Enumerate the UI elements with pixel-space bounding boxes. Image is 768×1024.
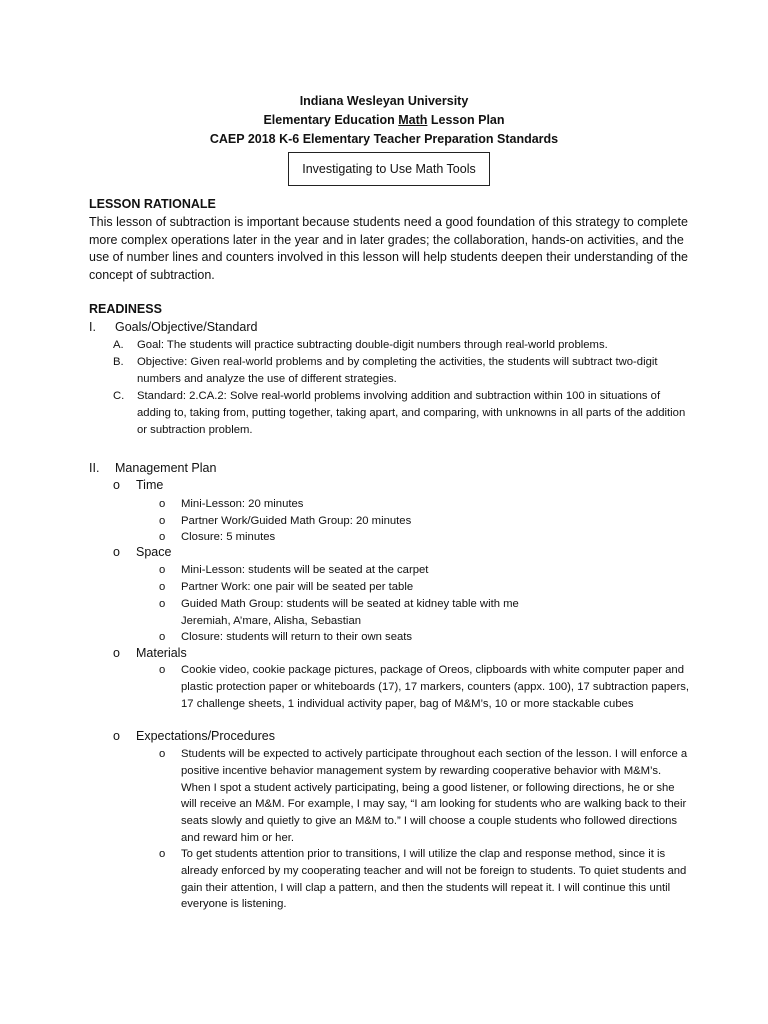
list-item: [159, 529, 689, 546]
bullet-marker: o: [159, 498, 166, 510]
readiness-heading: READINESS: [89, 302, 162, 316]
bullet-marker: o: [159, 631, 166, 643]
list-item-text: Partner Work/Guided Math Group: 20 minutes: [181, 515, 412, 527]
bullet-marker: o: [159, 848, 166, 860]
bullet-marker: o: [159, 515, 166, 527]
list-item: [159, 579, 689, 596]
objective-text: Objective: Given real-world problems and by completing the activities, the students will subtract two-digit numbers and analyze the use of different strategies.: [137, 356, 658, 385]
bullet-marker: o: [159, 581, 166, 593]
list-item: [159, 846, 689, 913]
rationale-heading: LESSON RATIONALE: [89, 197, 216, 211]
standards-title: CAEP 2018 K-6 Elementary Teacher Preparation Standards: [209, 132, 559, 146]
guided-group-names: Jeremiah, A’mare, Alisha, Sebastian: [181, 614, 362, 627]
list-item: [159, 562, 689, 579]
list-item-text: Mini-Lesson: 20 minutes: [181, 498, 304, 510]
list-item: [159, 596, 689, 630]
section-management-title: Management Plan: [115, 461, 217, 475]
bullet-marker: o: [159, 748, 166, 760]
bullet-marker: o: [113, 545, 120, 559]
lesson-title-box: [288, 152, 490, 186]
expectations-label: Expectations/Procedures: [136, 729, 275, 743]
standard-item: [113, 388, 693, 439]
list-item: [159, 513, 689, 530]
objective-item: [113, 354, 693, 388]
list-item-text: Students will be expected to actively participate throughout each section of the lesson. I will enforce a positive incentive behavior management system by rewarding cooperative behavior with M&M’s. When I spot a student actively participating, being a good listener, or following directions, he or she will receive an M&M. For example, I may say, “I am looking for students who are walking back to their seats slowly and quietly to give an M&M to.” I will choose a couple students who followed directions and reward him or her.: [181, 748, 688, 844]
list-item: [159, 746, 689, 847]
bullet-marker: o: [159, 598, 166, 610]
goal-label: A.: [113, 339, 124, 351]
standard-label: C.: [113, 390, 125, 402]
section-goals-number: I.: [89, 320, 96, 334]
time-label: Time: [136, 478, 164, 492]
section-management-number: II.: [89, 461, 100, 475]
materials-label: Materials: [136, 646, 187, 660]
standard-text: Standard: 2.CA.2: Solve real-world problems involving addition and subtraction within 100 in situations of adding to, taking from, putting together, taking apart, and comparing, with unknowns in all parts of the addition or subtraction problem.: [137, 390, 686, 436]
space-label: Space: [136, 545, 172, 559]
section-management-heading: [89, 461, 216, 475]
bullet-marker: o: [113, 478, 120, 492]
bullet-marker: o: [113, 729, 120, 743]
section-goals-title: Goals/Objective/Standard: [115, 320, 258, 334]
lesson-title: Investigating to Use Math Tools: [302, 162, 476, 176]
bullet-marker: o: [113, 646, 120, 660]
university-name: Indiana Wesleyan University: [299, 94, 469, 108]
expectations-heading: [113, 729, 275, 743]
list-item-text: Cookie video, cookie package pictures, package of Oreos, clipboards with white computer paper and plastic protection paper or whiteboards (17), 17 markers, counters (appx. 100), 17 subtraction papers, 17 challenge sheets, 1 individual activity paper, bag of M&M’s, 10 or more stackable cubes: [181, 664, 689, 710]
goal-item: [113, 337, 693, 354]
document-header: [0, 92, 768, 149]
list-item-text: Partner Work: one pair will be seated per table: [181, 581, 414, 593]
list-item-text: Closure: students will return to their own seats: [181, 631, 413, 643]
time-heading: [113, 478, 163, 492]
list-item-text: Closure: 5 minutes: [181, 531, 276, 543]
goal-text: Goal: The students will practice subtracting double-digit numbers through real-world problems.: [137, 339, 608, 351]
section-goals-heading: [89, 320, 257, 334]
list-item: [159, 662, 689, 712]
bullet-marker: o: [159, 664, 166, 676]
space-heading: [113, 545, 171, 559]
list-item-text: Mini-Lesson: students will be seated at the carpet: [181, 564, 429, 576]
plan-type-math: Math: [398, 113, 428, 127]
list-item: [159, 629, 689, 646]
bullet-marker: o: [159, 531, 166, 543]
list-item: [159, 496, 689, 513]
list-item-text: Guided Math Group: students will be seated at kidney table with me: [181, 598, 519, 610]
plan-type: [0, 111, 768, 130]
plan-type-suffix: Lesson Plan: [427, 113, 505, 127]
list-item-text: To get students attention prior to transitions, I will utilize the clap and response method, since it is already enforced by my cooperating teacher and will not be foreign to students. To quiet students and gain their attention, I will clap a pattern, and then the students will repeat it. I will continue this until everyone is listening.: [181, 848, 687, 911]
objective-label: B.: [113, 356, 124, 368]
bullet-marker: o: [159, 564, 166, 576]
materials-heading: [113, 646, 187, 660]
plan-type-prefix: Elementary Education: [263, 113, 399, 127]
rationale-text: This lesson of subtraction is important because students need a good foundation of this strategy to complete more complex operations later in the year and in later grades; the collaboration, hands-on activities, and the use of number lines and counters involved in this lesson will help students deepen their understanding of the concept of subtraction.: [89, 215, 688, 282]
